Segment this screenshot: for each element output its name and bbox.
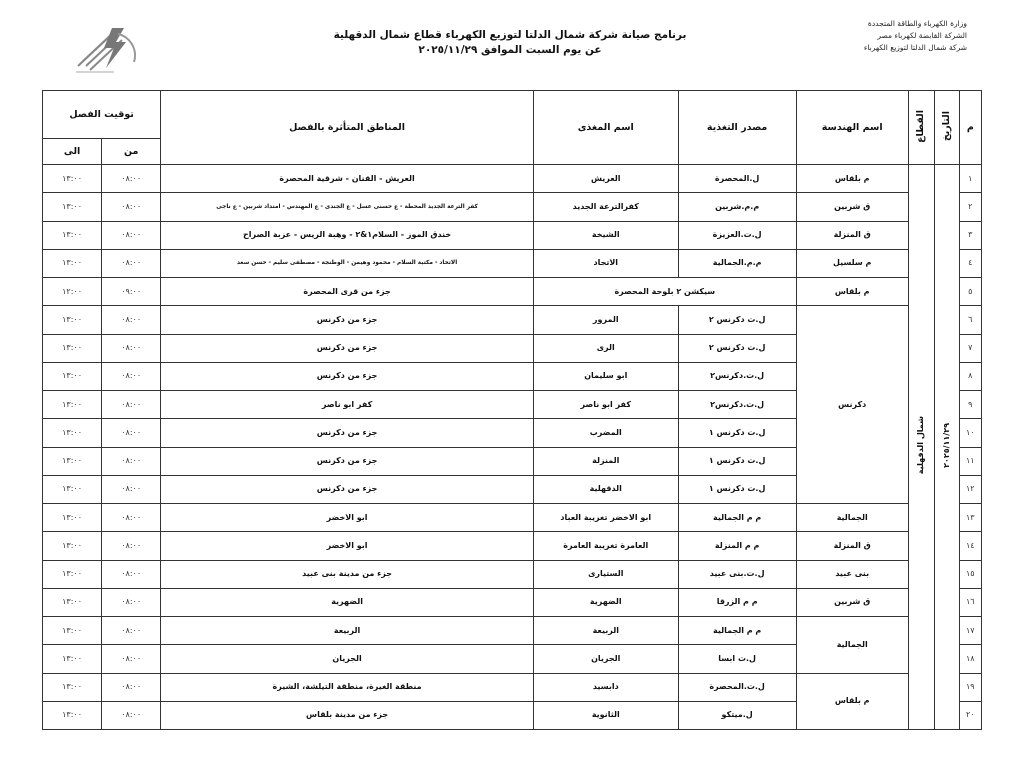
to-cell: ١٣:٠٠: [43, 645, 102, 673]
to-cell: ١٢:٠٠: [43, 278, 102, 306]
areas-cell: جزء من مدينة بلقاس: [161, 701, 534, 729]
feeder-cell: ابو الاخضر تغريبة العباد: [533, 504, 678, 532]
from-cell: ٠٨:٠٠: [102, 645, 161, 673]
row-num: ١٩: [959, 673, 981, 701]
feeder-cell: الرى: [533, 334, 678, 362]
to-cell: ١٣:٠٠: [43, 588, 102, 616]
areas-cell: كفر الترعة الجديد المحطة - ع حسنى عسل - ع الجندى - ع المهندس - امتداد شربين - ع ناجى: [161, 193, 534, 221]
feeder-cell: كفر ابو ناصر: [533, 391, 678, 419]
to-cell: ١٣:٠٠: [43, 334, 102, 362]
feeder-cell: الضهرية: [533, 588, 678, 616]
to-cell: ١٣:٠٠: [43, 193, 102, 221]
engineering-cell: بنى عبيد: [796, 560, 908, 588]
areas-cell: جزء من مدينة بنى عبيد: [161, 560, 534, 588]
engineering-cell: ق المنزلة: [796, 532, 908, 560]
org-line: شركة شمال الدلتا لتوزيع الكهرباء: [863, 43, 967, 52]
sector-cell: شمال الدقهلية: [908, 165, 934, 730]
feeder-cell: المضرب: [533, 419, 678, 447]
source-cell: ل.ت.بنى عبيد: [678, 560, 796, 588]
from-cell: ٠٩:٠٠: [102, 278, 161, 306]
row-num: ١: [959, 165, 981, 193]
source-cell: م م الجمالية: [678, 617, 796, 645]
document-title: [300, 28, 720, 58]
feeder-cell: الستيارى: [533, 560, 678, 588]
title-line-2: عن يوم السبت الموافق ٢٠٢٥/١١/٢٩: [418, 44, 602, 56]
engineering-cell: دكرنس: [796, 306, 908, 504]
from-cell: ٠٨:٠٠: [102, 419, 161, 447]
table-row: [43, 165, 982, 193]
table-row: [43, 560, 982, 588]
from-cell: ٠٨:٠٠: [102, 560, 161, 588]
feeder-cell: العامرة تغريبة العامرة: [533, 532, 678, 560]
areas-cell: ابو الاخضر: [161, 532, 534, 560]
source-cell: م.م.الجمالية: [678, 249, 796, 277]
areas-cell: جزء من دكرنس: [161, 419, 534, 447]
table-row: [43, 673, 982, 701]
from-cell: ٠٨:٠٠: [102, 193, 161, 221]
maintenance-schedule-table: [42, 90, 982, 730]
table-row: [43, 249, 982, 277]
to-cell: ١٣:٠٠: [43, 560, 102, 588]
table-row: [43, 617, 982, 645]
feeder-cell: الاتحاد: [533, 249, 678, 277]
to-cell: ١٣:٠٠: [43, 617, 102, 645]
row-num: ٧: [959, 334, 981, 362]
table-row: [43, 221, 982, 249]
header-sector: القطاع: [908, 91, 934, 165]
feeder-cell: كفرالترعة الجديد: [533, 193, 678, 221]
feeder-cell: الجريان: [533, 645, 678, 673]
source-cell: ل.ت ابسا: [678, 645, 796, 673]
feeder-cell: دابسيد: [533, 673, 678, 701]
source-cell: ل.ت.المحصرة: [678, 673, 796, 701]
from-cell: ٠٨:٠٠: [102, 701, 161, 729]
feeder-cell: ابو سليمان: [533, 362, 678, 390]
areas-cell: جزء من دكرنس: [161, 475, 534, 503]
table-row: [43, 504, 982, 532]
to-cell: ١٣:٠٠: [43, 306, 102, 334]
date-cell: ٢٠٢٥/١١/٢٩: [935, 165, 959, 730]
table-row: [43, 588, 982, 616]
table-row: [43, 278, 982, 306]
to-cell: ١٣:٠٠: [43, 221, 102, 249]
header-feeder: اسم المغذى: [533, 91, 678, 165]
engineering-cell: ق المنزلة: [796, 221, 908, 249]
from-cell: ٠٨:٠٠: [102, 249, 161, 277]
row-num: ١١: [959, 447, 981, 475]
areas-cell: الجريان: [161, 645, 534, 673]
areas-cell: جزء من دكرنس: [161, 306, 534, 334]
header-time: توقيت الفصل: [43, 91, 161, 139]
feeder-cell: الربيعة: [533, 617, 678, 645]
areas-cell: العريش - القنان - شرقية المحصرة: [161, 165, 534, 193]
source-cell: ل.ت.دكرنس٢: [678, 362, 796, 390]
areas-cell: جزء من دكرنس: [161, 447, 534, 475]
source-cell: ل.ت دكرنس ٢: [678, 334, 796, 362]
from-cell: ٠٨:٠٠: [102, 475, 161, 503]
header-from: من: [102, 139, 161, 165]
table-row: [43, 193, 982, 221]
source-cell: م م الجمالية: [678, 504, 796, 532]
header-engineering: اسم الهندسة: [796, 91, 908, 165]
lightning-logo-icon: [74, 22, 146, 78]
feeder-cell: الدقهلية: [533, 475, 678, 503]
row-num: ١٨: [959, 645, 981, 673]
source-cell: م م المنزلة: [678, 532, 796, 560]
source-cell: ل.ت دكرنس ١: [678, 475, 796, 503]
from-cell: ٠٨:٠٠: [102, 165, 161, 193]
engineering-cell: م سلسيل: [796, 249, 908, 277]
to-cell: ١٣:٠٠: [43, 419, 102, 447]
engineering-cell: الجمالية: [796, 617, 908, 674]
source-cell: ل.ت دكرنس ١: [678, 447, 796, 475]
areas-cell: الربيعة: [161, 617, 534, 645]
header-to: الى: [43, 139, 102, 165]
source-cell: ل.ت.دكرنس٢: [678, 391, 796, 419]
row-num: ٣: [959, 221, 981, 249]
header-source: مصدر التغذية: [678, 91, 796, 165]
source-cell: ل.ت دكرنس ٢: [678, 306, 796, 334]
to-cell: ١٣:٠٠: [43, 391, 102, 419]
engineering-cell: ق شربين: [796, 588, 908, 616]
areas-cell: ابو الاخضر: [161, 504, 534, 532]
areas-cell: الضهرية: [161, 588, 534, 616]
table-row: [43, 306, 982, 334]
to-cell: ١٣:٠٠: [43, 447, 102, 475]
from-cell: ٠٨:٠٠: [102, 532, 161, 560]
from-cell: ٠٨:٠٠: [102, 362, 161, 390]
engineering-cell: م بلقاس: [796, 165, 908, 193]
to-cell: ١٣:٠٠: [43, 673, 102, 701]
table-row: [43, 532, 982, 560]
row-num: ٦: [959, 306, 981, 334]
feeder-cell: المرور: [533, 306, 678, 334]
feeder-cell: المنزلة: [533, 447, 678, 475]
source-cell: م.م.شربين: [678, 193, 796, 221]
source-cell: ل.ميتكو: [678, 701, 796, 729]
areas-cell: جزء من دكرنس: [161, 362, 534, 390]
row-num: ٥: [959, 278, 981, 306]
source-cell: ل.ت.العزيزة: [678, 221, 796, 249]
header-num: م: [959, 91, 981, 165]
from-cell: ٠٨:٠٠: [102, 617, 161, 645]
from-cell: ٠٨:٠٠: [102, 673, 161, 701]
to-cell: ١٣:٠٠: [43, 475, 102, 503]
row-num: ٩: [959, 391, 981, 419]
row-num: ١٢: [959, 475, 981, 503]
to-cell: ١٣:٠٠: [43, 249, 102, 277]
areas-cell: منطقة الغيرة، منطقة التيلشة، الشيرة: [161, 673, 534, 701]
from-cell: ٠٨:٠٠: [102, 588, 161, 616]
from-cell: ٠٨:٠٠: [102, 306, 161, 334]
engineering-cell: ق شربين: [796, 193, 908, 221]
row-num: ١٤: [959, 532, 981, 560]
row-num: ١٣: [959, 504, 981, 532]
to-cell: ١٣:٠٠: [43, 362, 102, 390]
feeder-cell: الثانوية: [533, 701, 678, 729]
from-cell: ٠٨:٠٠: [102, 334, 161, 362]
title-line-1: برنامج صيانة شركة شمال الدلتا لتوزيع الكهرباء قطاع شمال الدقهلية: [333, 29, 687, 41]
row-num: ٢: [959, 193, 981, 221]
row-num: ٢٠: [959, 701, 981, 729]
engineering-cell: م بلقاس: [796, 278, 908, 306]
to-cell: ١٣:٠٠: [43, 532, 102, 560]
areas-cell: الاتحاد - مكتبة السلام - محمود وهيمن - الوطنجة - مصطفى سليم - حسن سعد: [161, 249, 534, 277]
engineering-cell: الجمالية: [796, 504, 908, 532]
org-line: وزارة الكهرباء والطاقة المتجددة: [867, 19, 967, 28]
areas-cell: خندق الموز - السلام١&٢ - وهبة الريس - عزبة الصراح: [161, 221, 534, 249]
from-cell: ٠٨:٠٠: [102, 447, 161, 475]
source-cell: ل.ت دكرنس ١: [678, 419, 796, 447]
header-areas: المناطق المتأثرة بالفصل: [161, 91, 534, 165]
row-num: ١٧: [959, 617, 981, 645]
row-num: ٨: [959, 362, 981, 390]
source-cell: سيكشن ٢ بلوحة المحصرة: [533, 278, 796, 306]
row-num: ١٥: [959, 560, 981, 588]
to-cell: ١٣:٠٠: [43, 504, 102, 532]
row-num: ٤: [959, 249, 981, 277]
areas-cell: جزء من دكرنس: [161, 334, 534, 362]
feeder-cell: العريش: [533, 165, 678, 193]
row-num: ١٠: [959, 419, 981, 447]
engineering-cell: م بلقاس: [796, 673, 908, 730]
from-cell: ٠٨:٠٠: [102, 504, 161, 532]
source-cell: م م الزرقا: [678, 588, 796, 616]
row-num: ١٦: [959, 588, 981, 616]
org-line: الشركة القابضة لكهرباء مصر: [877, 31, 967, 40]
feeder-cell: الشيخة: [533, 221, 678, 249]
areas-cell: جزء من قرى المحصرة: [161, 278, 534, 306]
to-cell: ١٣:٠٠: [43, 165, 102, 193]
source-cell: ل.المحصرة: [678, 165, 796, 193]
organization-header: [827, 18, 967, 54]
areas-cell: كفر ابو ناصر: [161, 391, 534, 419]
from-cell: ٠٨:٠٠: [102, 391, 161, 419]
to-cell: ١٣:٠٠: [43, 701, 102, 729]
header-date: التاريخ: [935, 91, 959, 165]
from-cell: ٠٨:٠٠: [102, 221, 161, 249]
